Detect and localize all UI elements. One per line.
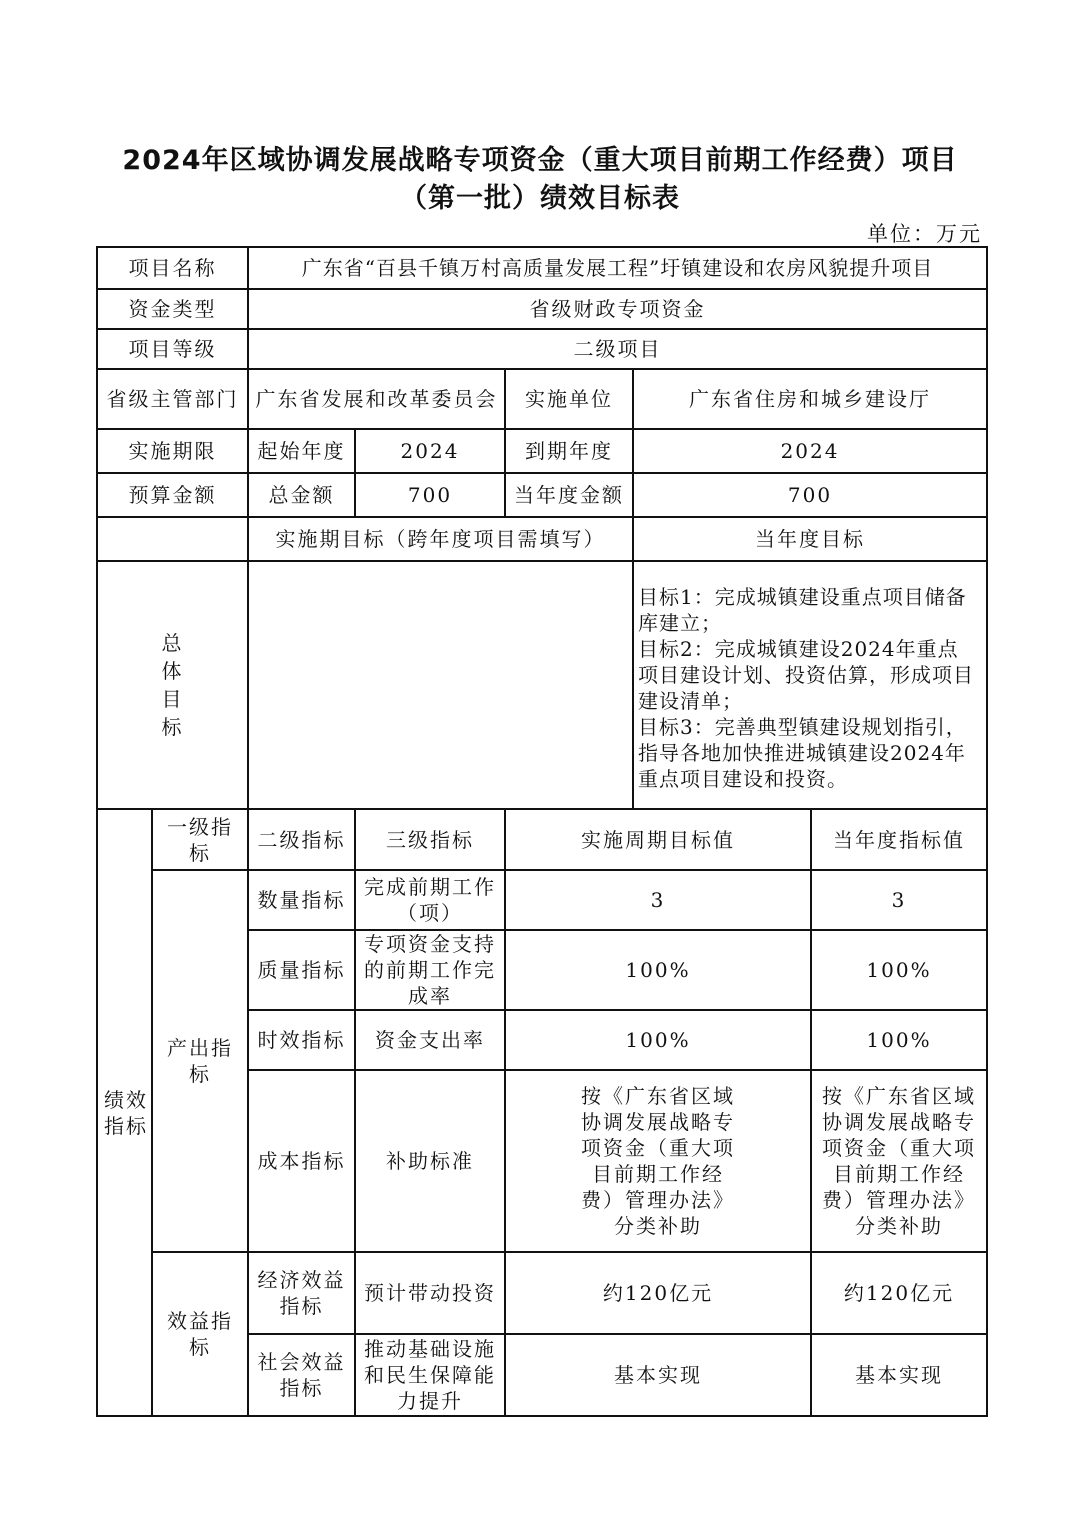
overall-goal-text: 总体目标 bbox=[161, 631, 184, 739]
row-level2: 数量指标 bbox=[248, 870, 355, 930]
value-impl-unit: 广东省住房和城乡建设厅 bbox=[633, 369, 987, 429]
page-title-line1: 2024年区域协调发展战略专项资金（重大项目前期工作经费）项目 bbox=[122, 145, 958, 176]
row-project-level bbox=[97, 329, 987, 369]
row-level3: 补助标准 bbox=[355, 1070, 505, 1252]
row-level2-text: 社会效益指标 bbox=[257, 1350, 346, 1400]
table-row bbox=[97, 870, 987, 930]
value-period-goal bbox=[248, 561, 633, 809]
page-title-line2: （第一批）绩效目标表 bbox=[400, 183, 680, 214]
value-start-year: 2024 bbox=[355, 429, 505, 473]
perf-index-text: 绩效指标 bbox=[104, 1087, 148, 1138]
row-period-value: 100% bbox=[505, 1010, 811, 1070]
row-current-text: 按《广东省区域协调发展战略专项资金（重大项目前期工作经费）管理办法》分类补助 bbox=[822, 1084, 977, 1238]
label-overall-goal bbox=[97, 561, 248, 809]
row-index-header bbox=[97, 809, 987, 870]
value-dept: 广东省发展和改革委员会 bbox=[248, 369, 505, 429]
row-current-value: 100% bbox=[811, 930, 987, 1010]
unit-label: 单位：万元 bbox=[867, 222, 982, 246]
label-period-target: 实施周期目标值 bbox=[505, 809, 811, 870]
row-level2: 时效指标 bbox=[248, 1010, 355, 1070]
label-current-target: 当年度指标值 bbox=[811, 809, 987, 870]
label-period: 实施期限 bbox=[97, 429, 248, 473]
performance-table bbox=[96, 246, 988, 1417]
row-goal-header bbox=[97, 517, 987, 561]
row-dept bbox=[97, 369, 987, 429]
row-period-text: 按《广东省区域协调发展战略专项资金（重大项目前期工作经费）管理办法》分类补助 bbox=[581, 1084, 735, 1238]
row-period-value: 基本实现 bbox=[505, 1334, 811, 1416]
value-project-name: 广东省“百县千镇万村高质量发展工程”圩镇建设和农房风貌提升项目 bbox=[248, 247, 987, 289]
label-project-level: 项目等级 bbox=[97, 329, 248, 369]
goal-header-blank bbox=[97, 517, 248, 561]
row-level3 bbox=[355, 930, 505, 1010]
row-period-value: 约120亿元 bbox=[505, 1252, 811, 1334]
row-project-name bbox=[97, 247, 987, 289]
row-overall-goal bbox=[97, 561, 987, 809]
row-current-value bbox=[811, 1070, 987, 1252]
label-level2: 二级指标 bbox=[248, 809, 355, 870]
label-level1: 一级指标 bbox=[152, 809, 248, 870]
row-budget bbox=[97, 473, 987, 517]
row-period-value bbox=[505, 1070, 811, 1252]
value-fund-type: 省级财政专项资金 bbox=[248, 289, 987, 329]
row-level2 bbox=[248, 1334, 355, 1416]
row-current-value: 3 bbox=[811, 870, 987, 930]
value-end-year: 2024 bbox=[633, 429, 987, 473]
row-period-value: 3 bbox=[505, 870, 811, 930]
row-period-value: 100% bbox=[505, 930, 811, 1010]
row-level2-text: 经济效益指标 bbox=[257, 1268, 346, 1318]
label-benefit-group: 效益指标 bbox=[152, 1252, 248, 1416]
row-period bbox=[97, 429, 987, 473]
row-level2: 质量指标 bbox=[248, 930, 355, 1010]
label-level3: 三级指标 bbox=[355, 809, 505, 870]
label-budget: 预算金额 bbox=[97, 473, 248, 517]
row-level3: 资金支出率 bbox=[355, 1010, 505, 1070]
label-start-year: 起始年度 bbox=[248, 429, 355, 473]
row-level3-text: 推动基础设施和民生保障能力提升 bbox=[364, 1337, 496, 1413]
row-level2 bbox=[248, 1252, 355, 1334]
label-fund-type: 资金类型 bbox=[97, 289, 248, 329]
row-level3: 预计带动投资 bbox=[355, 1252, 505, 1334]
row-current-value: 基本实现 bbox=[811, 1334, 987, 1416]
label-output-group: 产出指标 bbox=[152, 870, 248, 1252]
label-total: 总金额 bbox=[248, 473, 355, 517]
row-fund-type bbox=[97, 289, 987, 329]
label-dept: 省级主管部门 bbox=[97, 369, 248, 429]
row-current-value: 约120亿元 bbox=[811, 1252, 987, 1334]
label-perf-index bbox=[97, 809, 152, 1416]
row-level3 bbox=[355, 1334, 505, 1416]
row-current-value: 100% bbox=[811, 1010, 987, 1070]
label-current-amount: 当年度金额 bbox=[505, 473, 633, 517]
row-level3-text: 专项资金支持的前期工作完成率 bbox=[364, 932, 496, 1008]
value-current-goal: 目标1：完成城镇建设重点项目储备库建立； 目标2：完成城镇建设2024年重点项目建设计划、投资估算，形成项目建设清单； 目标3：完善典型镇建设规划指引，指导各地加快推进城镇建设2024年重点项目建设和投资。 bbox=[633, 561, 987, 809]
label-project-name: 项目名称 bbox=[97, 247, 248, 289]
label-current-goal: 当年度目标 bbox=[633, 517, 987, 561]
value-current-amount: 700 bbox=[633, 473, 987, 517]
row-level2: 成本指标 bbox=[248, 1070, 355, 1252]
row-level3: 完成前期工作（项） bbox=[355, 870, 505, 930]
value-total: 700 bbox=[355, 473, 505, 517]
label-period-goal: 实施期目标（跨年度项目需填写） bbox=[248, 517, 633, 561]
table-row bbox=[97, 1252, 987, 1334]
label-end-year: 到期年度 bbox=[505, 429, 633, 473]
value-project-level: 二级项目 bbox=[248, 329, 987, 369]
label-impl-unit: 实施单位 bbox=[505, 369, 633, 429]
